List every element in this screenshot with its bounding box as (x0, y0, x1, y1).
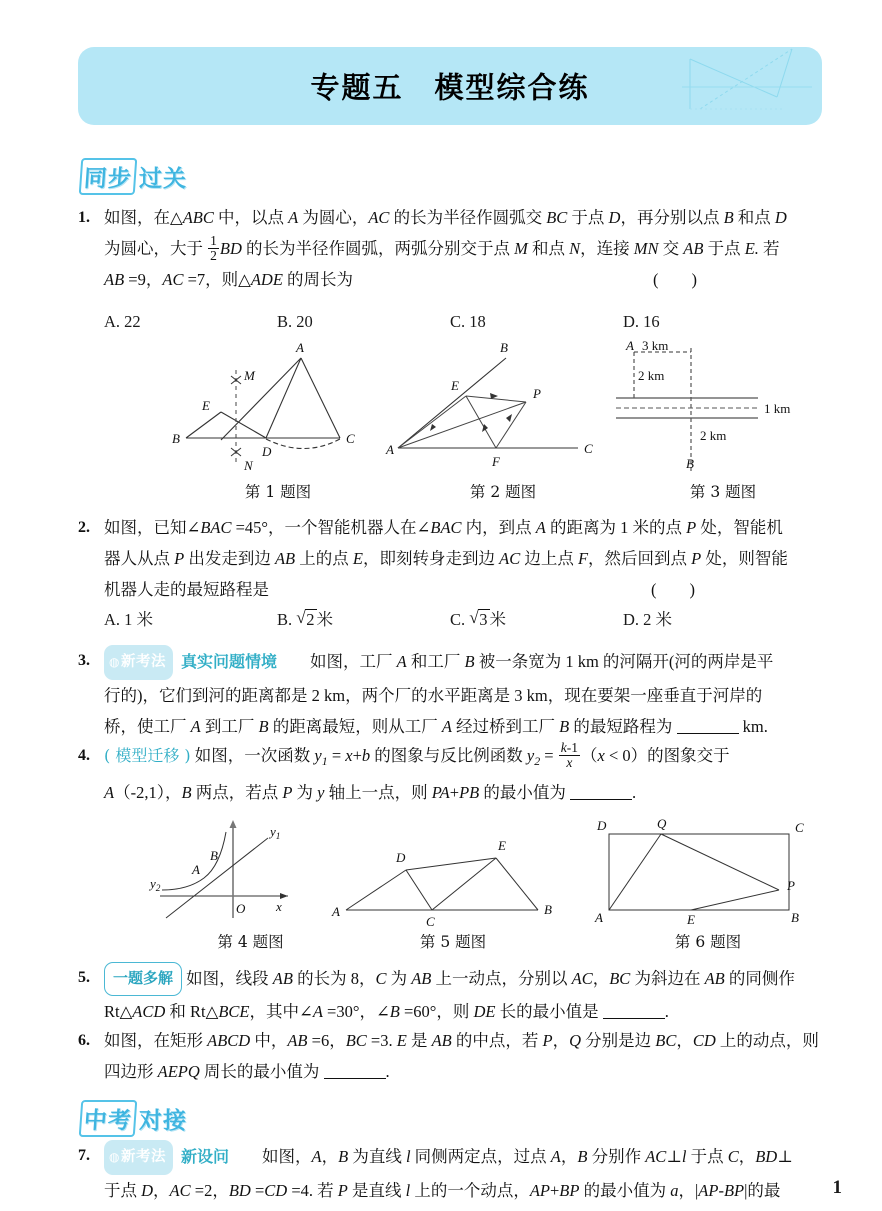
figure-row-2 (78, 818, 830, 953)
new-method-tag: ◍新考法 (104, 645, 173, 680)
svg-text:E: E (202, 398, 210, 413)
question-text: ( 模型迁移 ) 如图，一次函数 $y_1 = x+b$ 的图象与反比例函数 $y_2$ = $\frac{k-1}{x}$ （x < 0）的图象交于 A（-2,1），B 两点，若点 P 为 y 轴上一点，则 PA+PB 的最小值为 . (104, 739, 730, 802)
question-3 (78, 645, 830, 742)
svg-text:P: P (533, 386, 541, 401)
choice-d[interactable]: D. 16 (623, 312, 660, 331)
figure-6 (583, 818, 833, 953)
svg-text:2 km: 2 km (638, 368, 665, 383)
svg-text:B: B (210, 848, 218, 863)
svg-text:D: D (597, 818, 607, 833)
svg-text:A: A (386, 442, 394, 457)
figure-4-drawing (148, 818, 353, 930)
svg-text:A: A (192, 862, 200, 877)
question-number: 6. (78, 1032, 90, 1049)
svg-text:C: C (346, 431, 355, 446)
choice-c[interactable]: C. √ 3 米 (450, 606, 623, 630)
figure-row-1 (78, 340, 830, 500)
question-2 (78, 512, 830, 605)
svg-text:A: A (332, 904, 340, 919)
figure-6-caption: 第 6 题图 (674, 933, 742, 951)
question-5 (78, 962, 830, 1027)
model-transfer-tag: ( 模型迁移 ) (104, 746, 191, 765)
svg-text:E: E (451, 378, 459, 393)
svg-text:E: E (498, 838, 506, 853)
question-6 (78, 1025, 830, 1087)
answer-blank[interactable] (324, 1062, 386, 1080)
choice-b[interactable]: B. √ 2 米 (277, 606, 450, 630)
figure-1-caption: 第 1 题图 (244, 483, 312, 501)
figure-3 (608, 340, 838, 500)
figure-6-drawing (583, 818, 833, 930)
figure-4 (148, 818, 353, 953)
svg-text:A: A (296, 340, 304, 355)
section-badge-boxed-text: 同步 (79, 158, 138, 195)
question-text: ◍新考法 真实问题情境 如图，工厂 A 和工厂 B 被一条宽为 1 km 的河隔开(河的两岸是平 行的)，它们到河的距离都是 2 km，两个厂的水平距离是 3 km，现在要架一座垂直于河岸的 桥，使工厂 A 到工厂 B 的距离最短，则从工厂 A 经过桥到工厂 B 的最短路程为 km. (104, 645, 830, 742)
page-banner (78, 47, 822, 125)
choice-a[interactable]: A. 22 (104, 312, 141, 331)
svg-text:B: B (686, 456, 694, 471)
svg-text:1 km: 1 km (764, 401, 791, 416)
figure-2-caption: 第 2 题图 (469, 483, 537, 501)
new-method-tag: ◍新考法 (104, 1140, 173, 1175)
lightbulb-icon: ◍ (109, 655, 120, 669)
section-badge-zhongkaoduijie (80, 1100, 187, 1137)
svg-text:O: O (236, 901, 246, 916)
figure-2 (378, 340, 628, 500)
question-number: 7. (78, 1147, 90, 1164)
figure-2-drawing (378, 340, 628, 475)
svg-text:C: C (584, 441, 593, 456)
svg-text:B: B (544, 902, 552, 917)
answer-blank[interactable] (677, 717, 739, 735)
svg-text:C: C (795, 820, 804, 835)
svg-text:3 km: 3 km (642, 340, 669, 353)
figure-5-drawing (328, 818, 578, 930)
figure-3-drawing (608, 340, 838, 475)
svg-text:B: B (791, 910, 799, 925)
question-4 (78, 740, 830, 808)
lightbulb-icon: ◍ (109, 1150, 120, 1164)
svg-text:P: P (787, 878, 795, 893)
multi-solution-tag: 一题多解 (104, 962, 182, 996)
geometry-sketch-icon (682, 47, 812, 125)
question-number: 3. (78, 652, 90, 669)
question-text: ◍新考法 新设问 如图，A，B 为直线 l 同侧两定点，过点 A，B 分别作 AC⊥l 于点 C，BD⊥ 于点 D，AC =2，BD =CD =4. 若 P 是直线 l 上的一个动点，AP+BP 的最小值为 a，|AP-BP|的最 (104, 1140, 830, 1206)
question-1-choices (104, 312, 834, 332)
svg-text:C: C (426, 914, 435, 929)
question-text: 如图，在矩形 ABCD 中，AB =6，BC =3. E 是 AB 的中点，若 P，Q 分别是边 BC，CD 上的动点，则 四边形 AEPQ 周长的最小值为 . (104, 1031, 819, 1081)
answer-blank[interactable] (603, 1002, 665, 1020)
question-number: 2. (78, 519, 90, 536)
figure-1-drawing (158, 340, 398, 475)
svg-text:D: D (262, 444, 272, 459)
question-number: 5. (78, 969, 90, 986)
answer-blank[interactable] (570, 782, 632, 800)
svg-text:M: M (244, 368, 255, 383)
svg-text:D: D (396, 850, 406, 865)
question-text: 如图，在△ABC 中，以点 A 为圆心，AC 的长为半径作圆弧交 BC 于点 D，再分别以点 B 和点 D 为圆心，大于 $\frac{1}{2}$ BD 的长为半径作圆弧，两弧分别交于点 M 和点 N，连接 MN 交 AB 于点 E. 若 AB =9，AC =7，则△ADE 的周长为 ( ) (104, 208, 787, 289)
page-number: 1 (832, 1177, 842, 1198)
svg-text:y1: $y_1$ (270, 824, 281, 842)
svg-text:A: A (595, 910, 603, 925)
figure-4-caption: 第 4 题图 (217, 933, 284, 951)
svg-text:F: F (492, 454, 500, 469)
page-title: 专题五 模型综合练 (310, 70, 590, 105)
question-7 (78, 1140, 830, 1206)
section-badge-plain-text: 对接 (139, 1107, 187, 1134)
choice-b[interactable]: B. 20 (277, 312, 313, 331)
figure-5 (328, 818, 578, 953)
question-1 (78, 202, 830, 295)
svg-text:x: x (276, 899, 282, 914)
answer-paren: ( ) (651, 580, 695, 599)
choice-a[interactable]: A. 1 米 (104, 610, 154, 629)
svg-text:B: B (500, 340, 508, 355)
scenario-tag: 真实问题情境 (180, 652, 277, 671)
question-text: 一题多解 如图，线段 AB 的长为 8，C 为 AB 上一动点，分别以 AC，BC 为斜边在 AB 的同侧作 Rt△ACD 和 Rt△BCE，其中∠A =30°，∠B =60°，则 DE 长的最小值是 . (104, 962, 830, 1027)
choice-c[interactable]: C. 18 (450, 312, 486, 331)
figure-5-caption: 第 5 题图 (419, 933, 487, 951)
question-text: 如图，已知∠BAC =45°，一个智能机器人在∠BAC 内，到点 A 的距离为 1 米的点 P 处，智能机 器人从点 P 出发走到边 AB 上的点 E，即刻转身走到边 AC 边上点 F，然后回到点 P 处，则智能 机器人走的最短路程是 ( ) (104, 518, 788, 599)
figure-1 (158, 340, 398, 500)
figure-3-caption: 第 3 题图 (689, 483, 757, 501)
section-badge-boxed-text: 中考 (79, 1100, 138, 1137)
new-question-tag: 新设问 (180, 1147, 229, 1166)
svg-text:N: N (244, 458, 253, 473)
section-badge-plain-text: 过关 (139, 165, 187, 192)
question-2-choices (104, 606, 834, 630)
svg-text:A: A (626, 340, 634, 353)
answer-paren: ( ) (653, 270, 698, 289)
svg-text:Q: Q (657, 818, 667, 831)
svg-text:y2: $y_2$ (150, 876, 161, 894)
svg-text:2 km: 2 km (700, 428, 727, 443)
section-badge-tongbuguoguan (80, 158, 187, 195)
svg-text:E: E (687, 912, 695, 927)
question-number: 4. (78, 747, 90, 764)
question-number: 1. (78, 209, 90, 226)
svg-text:B: B (172, 431, 180, 446)
choice-d[interactable]: D. 2 米 (623, 610, 673, 629)
